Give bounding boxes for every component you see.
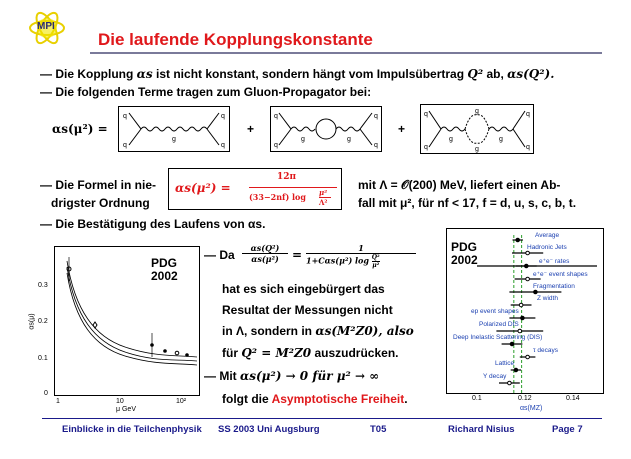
page-title: Die laufende Kopplungskonstante (98, 30, 373, 49)
legend-tau-decays: τ decays (533, 347, 558, 354)
formula-log-den: Λ² (319, 198, 328, 207)
svg-text:q: q (274, 113, 278, 120)
title-underline (90, 52, 602, 54)
measurement-point (516, 238, 520, 242)
formula-denominator: (33−2nf) log (249, 192, 306, 202)
measurement-point (521, 316, 525, 320)
left-plot-ytick-02: 0.2 (38, 318, 48, 325)
svg-text:g: g (449, 136, 453, 143)
measurement-point (526, 277, 530, 281)
svg-text:g: g (475, 108, 479, 115)
measurement-point (519, 303, 523, 307)
measurement-point (514, 368, 518, 372)
legend-ep-event-shapes: ep event shapes (471, 308, 519, 315)
formula-log-num: μ² (319, 188, 328, 197)
footer-term: SS 2003 Uni Augsburg (218, 424, 320, 435)
running-coupling-formula-box (168, 168, 342, 210)
svg-text:q: q (274, 142, 278, 149)
middle-fraction-lhs: αs(Q²) αs(μ²) (242, 243, 288, 264)
footer-course: Einblicke in die Teilchenphysik (62, 424, 202, 435)
legend-ee-rates: e⁺e⁻ rates (539, 258, 570, 265)
measurement-point (510, 342, 514, 346)
bullet-2: — Die folgenden Terme tragen zum Gluon-Propagator bei: (40, 85, 372, 99)
svg-text:q: q (374, 142, 378, 149)
quark-label: q (123, 113, 127, 120)
middle-line-7: folgt die Asymptotische Freiheit. (222, 392, 408, 406)
formula-lhs: αs(μ²) = (175, 181, 231, 195)
bullet-1: — Die Kopplung αs ist nicht konstant, sondern hängt vom Impulsübertrag Q² ab, αs(Q²). (40, 67, 555, 81)
middle-line-1: — Da (204, 248, 235, 262)
svg-text:g: g (499, 136, 503, 143)
bullet-3-right: mit Λ = 𝒪(200) MeV, liefert einen Ab- fall mit μ², für nf < 17, f = d, u, s, c, b, t. (358, 178, 577, 210)
svg-text:q: q (123, 142, 127, 149)
middle-line-6: — Mit αs(μ²) → 0 für μ² → ∞ (204, 369, 380, 383)
mpi-logo (28, 10, 66, 46)
left-plot-label: PDG 2002 (151, 256, 178, 283)
left-plot-xtick-10: 10 (116, 398, 124, 405)
plus-sign-2: + (398, 122, 406, 136)
svg-text:q: q (526, 144, 530, 151)
footer-author: Richard Nisius (448, 424, 515, 435)
feynman-gluon-loop-diagram (420, 104, 534, 154)
asymptotic-freedom-highlight: Asymptotische Freiheit (271, 392, 405, 406)
footer-page: Page 7 (552, 424, 583, 435)
svg-text:q: q (424, 144, 428, 151)
legend-polarized-dis: Polarized DIS (479, 321, 519, 328)
measurement-point (526, 355, 530, 359)
svg-text:q: q (221, 142, 225, 149)
left-plot-xtick-1: 1 (56, 398, 60, 405)
svg-text:g: g (475, 146, 479, 153)
svg-text:g: g (347, 136, 351, 143)
left-plot-ytick-0: 0 (44, 390, 48, 397)
right-plot-label: PDG 2002 (451, 240, 478, 267)
bullet-4: — Die Bestätigung des Laufens von αs. (40, 217, 266, 231)
left-plot-ylabel: αs(μ) (28, 313, 36, 330)
legend-upsilon-decay: Υ decay (483, 373, 507, 380)
measurement-point (508, 381, 512, 385)
gluon-label: g (172, 136, 176, 143)
alpha-s-mz-measurements-plot (446, 228, 604, 394)
measurement-point (526, 251, 530, 255)
bullet-3-left: — Die Formel in nie- drigster Ordnung (40, 178, 157, 210)
plus-sign-1: + (247, 122, 255, 136)
measurement-point (534, 290, 538, 294)
svg-text:q: q (424, 111, 428, 118)
right-plot-xlabel: αs(MZ) (520, 405, 543, 412)
middle-line-2: hat es sich eingebürgert das (222, 282, 385, 296)
svg-text:q: q (526, 111, 530, 118)
middle-fraction-rhs: 1 1+Cαs(μ²) log $\frac{\text{Q²}}{\text{μ²}}$ (306, 243, 416, 269)
middle-line-4: in Λ, sondern in αs(M²Z0), also (222, 324, 414, 338)
right-plot-xtick-010: 0.1 (472, 395, 482, 402)
right-plot-xtick-014: 0.14 (566, 395, 580, 402)
alpha-s-running-plot (54, 246, 200, 396)
middle-line-3: Resultat der Messungen nicht (222, 303, 393, 317)
logo-text: MPI (37, 21, 55, 32)
legend-fragmentation: Fragmentation (533, 283, 575, 290)
feynman-tree-diagram (118, 106, 230, 152)
middle-equals: = (292, 248, 303, 262)
svg-text:q: q (221, 113, 225, 120)
svg-text:q: q (374, 113, 378, 120)
legend-average: Average (535, 232, 560, 239)
footer-section: T05 (370, 424, 387, 435)
measurement-point (518, 329, 522, 333)
left-plot-ytick-01: 0.1 (38, 355, 48, 362)
left-plot-xlabel: μ GeV (116, 406, 136, 413)
right-plot-xtick-012: 0.12 (518, 395, 532, 402)
legend-ee-event-shapes: e⁺e⁻ event shapes (533, 271, 588, 278)
middle-line-5: für Q² = M²Z0 auszudrücken. (222, 346, 399, 360)
legend-hadronic-jets: Hadronic Jets (527, 244, 567, 251)
legend-z-width: Z width (537, 295, 558, 302)
left-plot-ytick-03: 0.3 (38, 282, 48, 289)
footer-rule (42, 418, 602, 419)
legend-dis: Deep Inelastic Scattering (DIS) (453, 334, 543, 341)
feynman-quark-loop-diagram (270, 106, 382, 152)
formula-numerator: 12π (277, 172, 297, 182)
left-plot-xtick-100: 10² (176, 398, 187, 405)
legend-lattice: Lattice (495, 360, 515, 367)
propagator-lhs: αs(μ²) = (52, 122, 108, 136)
svg-text:g: g (301, 136, 305, 143)
